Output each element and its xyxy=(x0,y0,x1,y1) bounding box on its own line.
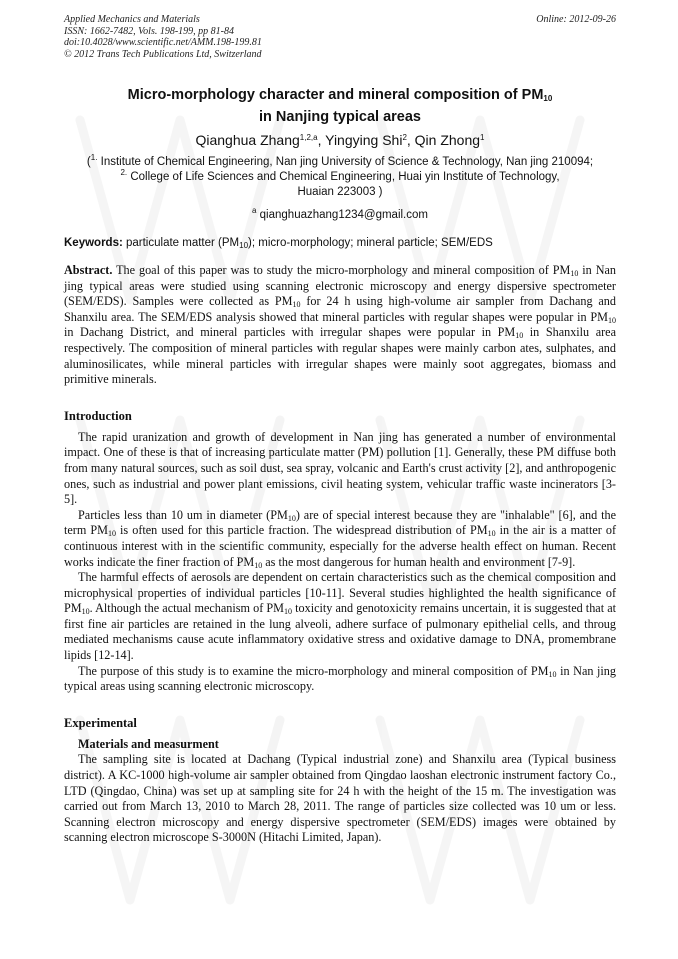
para-text: . Although the actual mechanism of PM xyxy=(89,601,285,616)
abstract-sub: 10 xyxy=(292,300,301,310)
para-sub: 10 xyxy=(548,669,557,679)
author-3-sup: 1 xyxy=(480,133,485,142)
subsection-heading-materials: Materials and measurment xyxy=(78,736,219,751)
abstract-sub: 10 xyxy=(515,331,524,341)
author-2: , Yingying Shi xyxy=(317,132,403,148)
doi-line: doi:10.4028/www.scientific.net/AMM.198-199.81 xyxy=(64,37,262,48)
keywords-text-2: ); micro-morphology; mineral particle; SEM/EDS xyxy=(248,237,493,249)
para-sub: 10 xyxy=(284,607,293,617)
para-text: as the most dangerous for human health and environment [7-9]. xyxy=(262,554,576,569)
issn-line: ISSN: 1662-7482, Vols. 198-199, pp 81-84 xyxy=(64,25,234,37)
paper-page xyxy=(64,14,616,846)
para-text: The harmful effects of aerosols are dependent on certain characteristics such as the chemical composition and microphysical properties of individual particles [10-11]. Several studies highlighted the health significance of PM xyxy=(64,570,616,616)
affiliations xyxy=(64,155,616,200)
journal-header xyxy=(64,14,616,60)
para-sub: 10 xyxy=(108,529,116,539)
author-1-sup: 1,2,a xyxy=(299,133,318,142)
affil-1-sup: 1. xyxy=(90,153,98,162)
keywords-sub: 10 xyxy=(239,241,249,250)
journal-name: Applied Mechanics and Materials xyxy=(64,14,200,25)
title-line-1: Micro-morphology character and mineral composition of PM xyxy=(127,87,544,103)
online-date: Online: 2012-09-26 xyxy=(536,14,616,25)
email-sup: a xyxy=(252,206,257,215)
para-text: toxicity and genotoxicity remains uncertain, it is suggested that at first fine air particles are retained in the lung alveoli, adhere surface of pulmonary epithelial cells, and throug mediated mechanisms cause acute inflammatory oxidative stress and oxidative damage to DNA, promembrane lipids [12-14]. xyxy=(64,601,617,663)
keywords xyxy=(64,237,616,249)
author-list xyxy=(64,130,616,150)
abstract-text: The goal of this paper was to study the micro-morphology and mineral composition of PM xyxy=(112,263,571,277)
intro-paragraph-4 xyxy=(64,664,616,695)
para-text: is often used for this particle fraction. The widespread distribution of PM xyxy=(116,523,488,538)
title-line-2: in Nanjing typical areas xyxy=(259,109,421,125)
abstract-text: in Nan jing typical areas were studied using scanning electronic microscopy and energy dispersive spectrometer (SEM/EDS). Samples were collected as PM xyxy=(64,263,616,309)
affil-1: Institute of Chemical Engineering, Nan jing University of Science & Technology, Nan jing 210094; xyxy=(97,156,594,168)
email-address: qianghuazhang1234@gmail.com xyxy=(256,209,428,221)
affil-2-line-2: Huaian 223003 ) xyxy=(297,186,383,198)
intro-paragraph-2 xyxy=(64,508,616,570)
para-sub: 10 xyxy=(487,529,496,539)
para-text: in the air is a matter of continuous interest with in the scientific community, especially for the adverse health effect on human. Recent works indicate the finer fraction of PM xyxy=(64,523,616,569)
intro-paragraph-3 xyxy=(64,570,616,664)
experimental-paragraph-1: The sampling site is located at Dachang (Typical industrial zone) and Shanxilu area (Typical business district). A KC-1000 high-volume air sampler obtained from Qingdao laoshan electronic instrument factory Co., LTD (Qingdao, China) was set up at sampling site for 24 h with the height of the 15 m. The investigation was carried out from March 13, 2010 to March 28, 2011. The range of particles size collected was 10 um or less. Scanning electron microscopy and energy dispersive spectrometer (SEM/EDS) images were obtained by scanning electron microscope S-3000N (Hitachi Limited, Japan). xyxy=(64,752,616,845)
keywords-label: Keywords: xyxy=(64,237,123,249)
author-3: , Qin Zhong xyxy=(406,132,481,148)
para-sub: 10 xyxy=(287,513,296,523)
keywords-text-1: particulate matter (PM xyxy=(122,237,240,249)
abstract-sub: 10 xyxy=(608,315,616,325)
author-1: Qianghua Zhang xyxy=(195,132,300,148)
para-sub: 10 xyxy=(254,560,263,570)
abstract-label: Abstract. xyxy=(64,263,113,277)
affil-2-sup: 2. xyxy=(120,168,128,177)
author-email xyxy=(64,206,616,221)
affil-open-paren: ( xyxy=(86,156,91,168)
para-sub: 10 xyxy=(81,607,90,617)
abstract-text: for 24 h using high-volume air sampler from Dachang and Shanxilu area. The SEM/EDS analysis showed that mineral particles with regular shapes were popular in PM xyxy=(64,294,616,324)
abstract-text: in Dachang District, and mineral particles with irregular shapes were popular in PM xyxy=(64,325,516,340)
para-text: Particles less than 10 um in diameter (PM xyxy=(78,507,288,522)
affil-2: College of Life Sciences and Chemical Engineering, Huai yin Institute of Technology, xyxy=(127,171,560,183)
author-2-sup: 2 xyxy=(402,133,407,142)
copyright-line: © 2012 Trans Tech Publications Ltd, Switzerland xyxy=(64,48,262,60)
paper-title xyxy=(64,84,616,128)
abstract-text: in Shanxilu area respectively. The composition of mineral particles with regular shapes were mainly carbon ates, sulphates, and aluminosilicates, while mineral particles with irregular shapes were mainly soot aggregates, biomass and primitive minerals. xyxy=(64,325,616,387)
para-text: The purpose of this study is to examine the micro-morphology and mineral composition of PM xyxy=(78,663,549,678)
title-subscript: 10 xyxy=(543,94,553,103)
section-heading-introduction: Introduction xyxy=(64,408,132,423)
abstract-sub: 10 xyxy=(570,269,579,278)
para-text: ) are of special interest because they are "inhalable" [6], and the term PM xyxy=(64,507,616,538)
section-heading-experimental: Experimental xyxy=(64,715,137,730)
para-text: in Nan jing typical areas using scanning electronic microscopy. xyxy=(64,663,616,694)
intro-paragraph-1: The rapid uranization and growth of development in Nan jing has generated a number of environmental impact. One of these is that of increasing particulate matter (PM) pollution [1]. Generally, these PM diffuse both from many natural sources, such as soil dust, sea spray, volcanic and Earth's crust activity [2], and anthropogenic ones, such as industrial and power plant emissions, civil heating system, vehicular traffic waste incinerators [3-5]. xyxy=(64,429,616,507)
abstract-paragraph xyxy=(64,263,616,388)
